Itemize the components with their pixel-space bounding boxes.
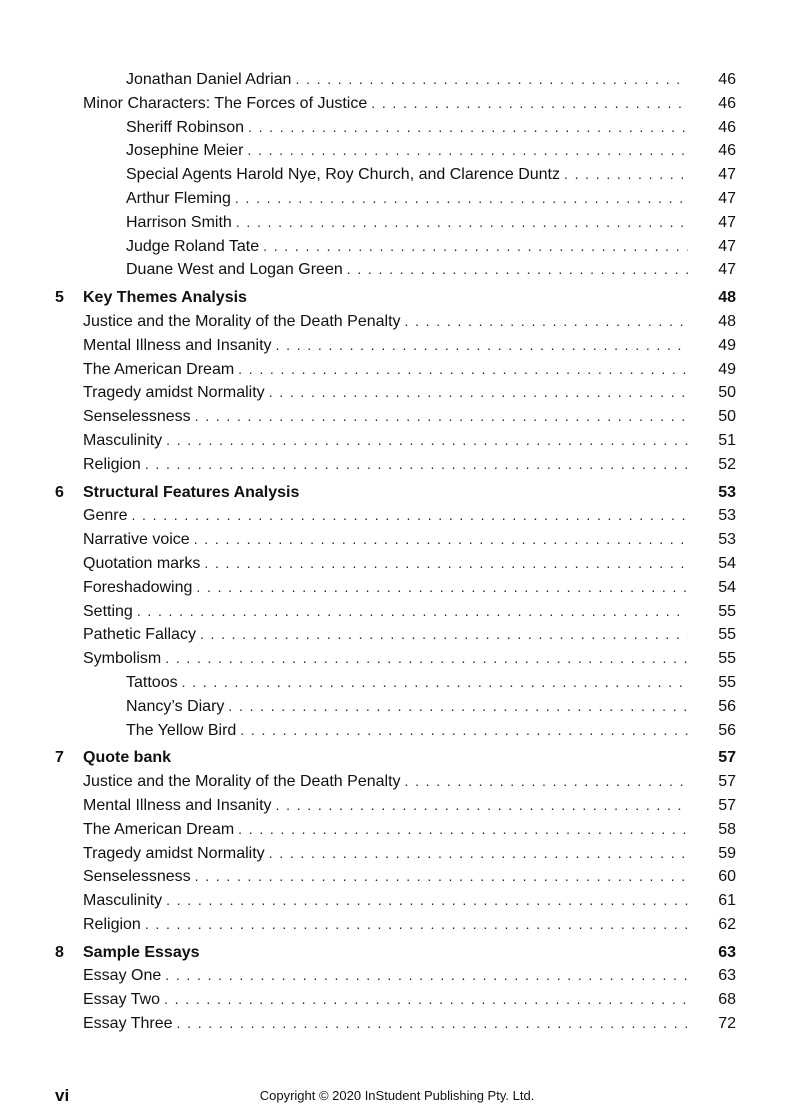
dot-leader [182,671,688,695]
dot-leader [195,405,688,429]
page-number: 46 [718,71,736,88]
dot-leader [405,770,688,794]
page-number: 53 [718,531,736,549]
page-number: 50 [718,384,736,402]
toc-entry-row [0,818,790,842]
page-number: 55 [718,602,736,620]
dot-leader [165,647,688,671]
dot-leader [238,358,688,382]
entry-title: Essay Three [83,1012,177,1036]
toc-entry-row [0,913,790,937]
entry-title: Sheriff Robinson [126,116,248,140]
toc-entry-row [0,889,790,913]
dot-leader [194,528,688,552]
dot-leader [195,865,688,889]
entry-title: Justice and the Morality of the Death Penalty [83,770,405,794]
toc-entry-row [0,1012,790,1036]
toc-entry-row [0,600,790,624]
toc-chapter-row [0,481,790,505]
dot-leader [165,964,688,988]
page-number: 57 [718,773,736,791]
entry-title: Duane West and Logan Green [126,258,347,282]
toc-entry-row [0,504,790,528]
toc-entry-row [0,794,790,818]
dot-leader [263,235,688,259]
chapter-title: Sample Essays [83,941,204,965]
entry-title: Masculinity [83,889,166,913]
entry-title: Tragedy amidst Normality [83,842,269,866]
entry-title: Foreshadowing [83,576,196,600]
page-number: 46 [718,118,736,136]
entry-title: Religion [83,453,145,477]
page-number: 46 [718,142,736,160]
toc-entry-row [0,647,790,671]
page-number: 47 [718,189,736,207]
dot-leader [145,913,688,937]
page-number: 55 [718,626,736,644]
dot-leader [248,116,688,140]
dot-leader [371,92,688,116]
page-number: 49 [718,360,736,378]
entry-title: Jonathan Daniel Adrian [126,68,295,92]
toc-entry-row [0,381,790,405]
toc-chapter-row [0,286,790,310]
entry-title: Arthur Fleming [126,187,235,211]
dot-leader [164,988,688,1012]
page-number: 72 [718,1015,736,1033]
entry-title: Justice and the Morality of the Death Penalty [83,310,405,334]
toc-entry-row [0,842,790,866]
dot-leader [228,695,688,719]
page-number: 55 [718,673,736,691]
dot-leader [295,68,688,92]
chapter-title: Key Themes Analysis [83,286,251,310]
dot-leader [564,163,688,187]
dot-leader [269,842,688,866]
toc-entry-row [0,405,790,429]
chapter-title: Quote bank [83,746,175,770]
page-number: 52 [718,455,736,473]
page-number: 56 [718,721,736,739]
entry-title: Religion [83,913,145,937]
page-number: 57 [718,749,736,767]
dot-leader [204,552,688,576]
toc-entry-row [0,623,790,647]
copyright-notice: Copyright © 2020 InStudent Publishing Pty. Ltd. [259,1088,535,1103]
entry-title: Nancy’s Diary [126,695,228,719]
entry-title: The Yellow Bird [126,719,240,743]
dot-leader [196,576,688,600]
page-number: 59 [718,844,736,862]
chapter-number: 8 [55,943,64,961]
toc-chapter-row [0,941,790,965]
page-number: 47 [718,166,736,184]
dot-leader [247,139,688,163]
toc-entry-row [0,429,790,453]
entry-title: Mental Illness and Insanity [83,794,276,818]
toc-entry-row [0,139,790,163]
page-number: 47 [718,237,736,255]
toc-entry-row [0,187,790,211]
toc-entry-row [0,211,790,235]
toc-entry-row [0,334,790,358]
entry-title: Setting [83,600,137,624]
dot-leader [238,818,688,842]
chapter-title: Structural Features Analysis [83,481,303,505]
page-number: 60 [718,868,736,886]
dot-leader [235,187,688,211]
dot-leader [166,889,688,913]
dot-leader [166,429,688,453]
toc-entry-row [0,235,790,259]
page-number: 62 [718,915,736,933]
toc-entry-row [0,552,790,576]
entry-title: Minor Characters: The Forces of Justice [83,92,371,116]
entry-title: Narrative voice [83,528,194,552]
entry-title: Josephine Meier [126,139,247,163]
dot-leader [347,258,688,282]
entry-title: Symbolism [83,647,165,671]
page-number: 48 [718,312,736,330]
entry-title: Tattoos [126,671,182,695]
page-number: 48 [718,289,736,307]
toc-entry-row [0,671,790,695]
page-number: 56 [718,697,736,715]
toc-entry-row [0,453,790,477]
page-number: 46 [718,94,736,112]
toc-entry-row [0,576,790,600]
page-number: 63 [718,967,736,985]
entry-title: Mental Illness and Insanity [83,334,276,358]
entry-title: Pathetic Fallacy [83,623,200,647]
entry-title: Masculinity [83,429,166,453]
dot-leader [240,719,688,743]
page-number: 54 [718,578,736,596]
page-number: 47 [718,261,736,279]
page-number: 68 [718,991,736,1009]
chapter-number: 6 [55,483,64,501]
page-number: 61 [718,892,736,910]
entry-title: Special Agents Harold Nye, Roy Church, and Clarence Duntz [126,163,564,187]
entry-title: Senselessness [83,405,195,429]
page-number: 51 [718,431,736,449]
toc-entry-row [0,68,790,92]
toc-entry-row [0,116,790,140]
entry-title: Tragedy amidst Normality [83,381,269,405]
entry-title: The American Dream [83,818,238,842]
page-number: 58 [718,820,736,838]
dot-leader [131,504,688,528]
toc-entry-row [0,770,790,794]
entry-title: Essay Two [83,988,164,1012]
page-number: 47 [718,213,736,231]
entry-title: Genre [83,504,131,528]
entry-title: The American Dream [83,358,238,382]
dot-leader [177,1012,688,1036]
toc-entry-row [0,719,790,743]
entry-title: Judge Roland Tate [126,235,263,259]
entry-title: Senselessness [83,865,195,889]
entry-title: Quotation marks [83,552,204,576]
dot-leader [405,310,688,334]
dot-leader [137,600,688,624]
toc-chapter-row [0,746,790,770]
chapter-number: 7 [55,749,64,767]
page-number: 55 [718,650,736,668]
entry-title: Essay One [83,964,165,988]
toc-entry-row [0,358,790,382]
page-number: 57 [718,796,736,814]
toc-entry-row [0,695,790,719]
page-number: 53 [718,507,736,525]
dot-leader [276,794,688,818]
page-number: 53 [718,483,736,501]
page-number: 49 [718,336,736,354]
dot-leader [269,381,688,405]
toc-entry-row [0,988,790,1012]
toc-entry-row [0,865,790,889]
page-number: 50 [718,408,736,426]
dot-leader [236,211,688,235]
toc-entry-row [0,92,790,116]
entry-title: Harrison Smith [126,211,236,235]
toc-entry-row [0,964,790,988]
toc-entry-row [0,310,790,334]
dot-leader [145,453,688,477]
page-number: 54 [718,554,736,572]
toc-entry-row [0,528,790,552]
page-folio: vi [55,1086,70,1105]
toc-entry-row [0,258,790,282]
dot-leader [276,334,688,358]
page-number: 63 [718,943,736,961]
chapter-number: 5 [55,289,64,307]
toc-entry-row [0,163,790,187]
table-of-contents [0,68,790,1036]
dot-leader [200,623,688,647]
